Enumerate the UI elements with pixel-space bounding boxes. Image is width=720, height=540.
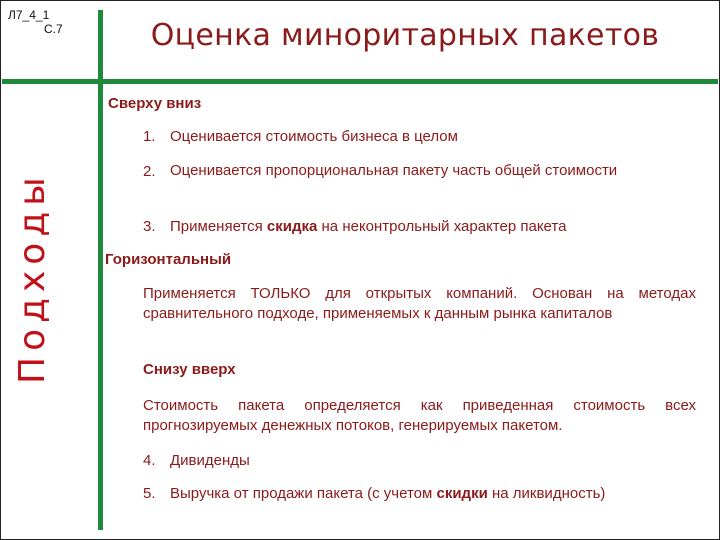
list-item-text: Оценивается пропорциональная пакету часть общей стоимости	[170, 162, 618, 179]
text-segment: на неконтрольный характер пакета	[317, 218, 567, 235]
text-segment: Применяется	[170, 218, 267, 235]
list-number: 1.	[143, 128, 156, 145]
section-heading-top-down: Сверху вниз	[108, 95, 202, 112]
paragraph-bottom-up: Стоимость пакета определяется как приведенная стоимость всех прогнозируемых денежных потоков, генерируемых пакетом.	[143, 397, 696, 434]
paragraph-horizontal: Применяется ТОЛЬКО для открытых компаний. Основан на методах сравнительного подходе, применяемых к данным рынка капиталов	[143, 285, 696, 322]
emphasis-text: скидки	[436, 485, 488, 502]
page-title: Оценка миноритарных пакетов	[150, 18, 660, 53]
emphasis-text: скидка	[266, 218, 318, 235]
text-segment: Выручка от продажи пакета (с учетом	[170, 485, 437, 502]
text-segment: на ликвидность)	[487, 485, 606, 502]
list-number: 3.	[143, 218, 156, 235]
list-number: 5.	[143, 485, 156, 502]
list-item-text: Оценивается стоимость бизнеса в целом	[170, 128, 458, 145]
list-item-text: Дивиденды	[170, 452, 250, 469]
section-heading-horizontal: Горизонтальный	[105, 251, 232, 268]
list-number: 2.	[143, 163, 156, 180]
section-heading-bottom-up: Снизу вверх	[143, 361, 236, 378]
list-number: 4.	[143, 452, 156, 469]
side-label: Подходы	[12, 171, 53, 384]
slide-page: С.7	[44, 22, 63, 36]
list-item-text	[170, 218, 696, 235]
slide-code: Л7_4_1	[8, 8, 50, 22]
list-item-text	[170, 485, 710, 502]
